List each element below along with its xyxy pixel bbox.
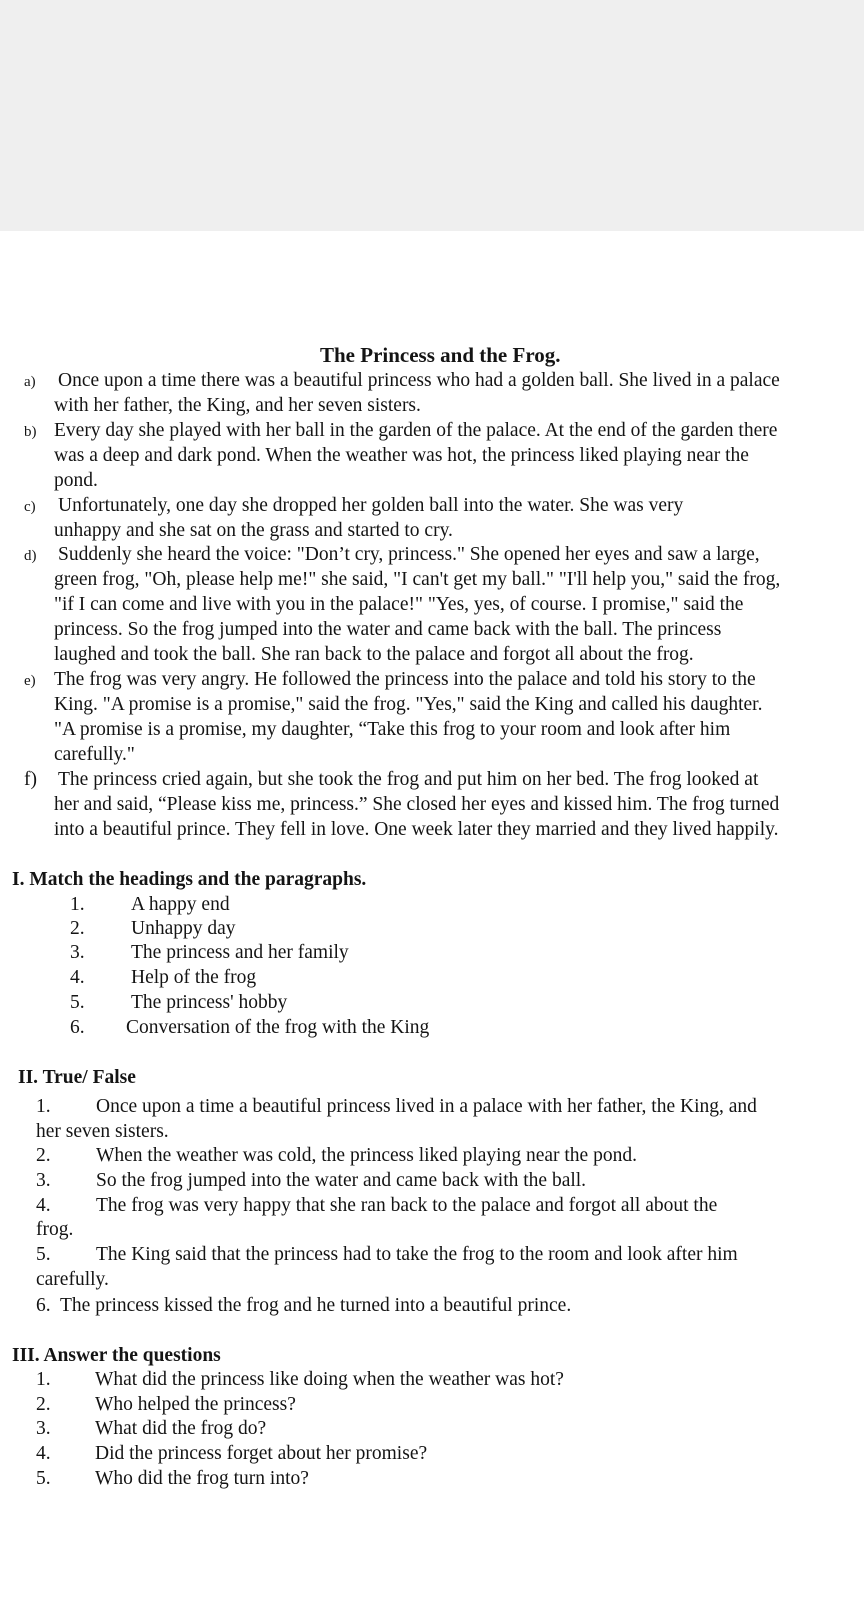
question-number: 5.: [36, 1468, 51, 1489]
paragraph-d-line: "if I can come and live with you in the palace!" "Yes, yes, of course. I promise," said the: [54, 594, 744, 615]
paragraph-b-line: Every day she played with her ball in the garden of the palace. At the end of the garden there: [54, 420, 778, 441]
paragraph-d-line: green frog, "Oh, please help me!" she said, "I can't get my ball." "I'll help you," said the frog,: [54, 569, 781, 590]
true-false-item-number: 5.: [36, 1244, 51, 1265]
paragraph-c-line: unhappy and she sat on the grass and started to cry.: [54, 520, 453, 541]
paragraph-b-line: was a deep and dark pond. When the weather was hot, the princess liked playing near the: [54, 445, 749, 466]
paragraph-f-label: f): [24, 769, 37, 790]
match-item-number: 5.: [70, 992, 85, 1013]
paragraph-a-line: Once upon a time there was a beautiful princess who had a golden ball. She lived in a palace: [58, 370, 780, 391]
paragraph-b-line: pond.: [54, 470, 98, 491]
paragraph-d-line: laughed and took the ball. She ran back to the palace and forgot all about the frog.: [54, 644, 694, 665]
match-item-number: 6.: [70, 1017, 85, 1038]
true-false-item-line: The King said that the princess had to take the frog to the room and look after him: [96, 1244, 738, 1265]
true-false-item-number: 2.: [36, 1145, 51, 1166]
match-item-text: Help of the frog: [131, 967, 257, 988]
true-false-item-number: 1.: [36, 1096, 51, 1117]
match-item-text: Unhappy day: [131, 918, 236, 939]
paragraph-a-label: a): [24, 374, 36, 390]
top-gray-band: [0, 0, 864, 231]
true-false-item-line: So the frog jumped into the water and came back with the ball.: [96, 1170, 587, 1191]
true-false-item-line: 6. The princess kissed the frog and he turned into a beautiful prince.: [36, 1295, 572, 1316]
match-item-number: 4.: [70, 967, 85, 988]
paragraph-a-line: with her father, the King, and her seven sisters.: [54, 395, 421, 416]
paragraph-f-line: her and said, “Please kiss me, princess.” She closed her eyes and kissed him. The frog turned: [54, 794, 780, 815]
true-false-item-line: her seven sisters.: [36, 1121, 169, 1142]
paragraph-b-label: b): [24, 424, 37, 440]
true-false-item-number: 3.: [36, 1170, 51, 1191]
section-match-heading: I. Match the headings and the paragraphs.: [12, 869, 367, 890]
question-number: 3.: [36, 1418, 51, 1439]
question-number: 1.: [36, 1369, 51, 1390]
question-text: Did the princess forget about her promise?: [95, 1443, 428, 1464]
true-false-item-line: Once upon a time a beautiful princess lived in a palace with her father, the King, and: [96, 1096, 757, 1117]
match-item-text: The princess' hobby: [131, 992, 288, 1013]
paragraph-d-line: Suddenly she heard the voice: "Don’t cry, princess." She opened her eyes and saw a large,: [58, 544, 760, 565]
true-false-item-number: 4.: [36, 1195, 51, 1216]
true-false-item-line: When the weather was cold, the princess liked playing near the pond.: [96, 1145, 637, 1166]
paragraph-c-label: c): [24, 499, 36, 515]
true-false-item-line: carefully.: [36, 1269, 109, 1290]
paragraph-e-line: The frog was very angry. He followed the princess into the palace and told his story to the: [54, 669, 756, 690]
paragraph-e-line: carefully.": [54, 744, 135, 765]
paragraph-d-line: princess. So the frog jumped into the water and came back with the ball. The princess: [54, 619, 722, 640]
paragraph-e-label: e): [24, 673, 36, 689]
question-number: 2.: [36, 1394, 51, 1415]
question-number: 4.: [36, 1443, 51, 1464]
true-false-item-line: frog.: [36, 1219, 74, 1240]
question-text: Who did the frog turn into?: [95, 1468, 309, 1489]
match-item-text: A happy end: [131, 894, 230, 915]
section-questions-heading: III. Answer the questions: [12, 1345, 221, 1366]
section-true-false-heading: II. True/ False: [18, 1067, 136, 1088]
match-item-number: 2.: [70, 918, 85, 939]
match-item-text: Conversation of the frog with the King: [126, 1017, 430, 1038]
document-title: The Princess and the Frog.: [320, 343, 561, 367]
question-text: What did the princess like doing when the weather was hot?: [95, 1369, 564, 1390]
paragraph-e-line: King. "A promise is a promise," said the frog. "Yes," said the King and called his daughter.: [54, 694, 763, 715]
question-text: What did the frog do?: [95, 1418, 267, 1439]
match-item-text: The princess and her family: [131, 942, 349, 963]
paragraph-f-line: The princess cried again, but she took the frog and put him on her bed. The frog looked at: [58, 769, 759, 790]
question-text: Who helped the princess?: [95, 1394, 296, 1415]
paragraph-e-line: "A promise is a promise, my daughter, “Take this frog to your room and look after him: [54, 719, 731, 740]
true-false-item-line: The frog was very happy that she ran back to the palace and forgot all about the: [96, 1195, 718, 1216]
match-item-number: 1.: [70, 894, 85, 915]
match-item-number: 3.: [70, 942, 85, 963]
paragraph-c-line: Unfortunately, one day she dropped her golden ball into the water. She was very: [58, 495, 684, 516]
paragraph-d-label: d): [24, 548, 37, 564]
paragraph-f-line: into a beautiful prince. They fell in love. One week later they married and they lived happily.: [54, 819, 779, 840]
